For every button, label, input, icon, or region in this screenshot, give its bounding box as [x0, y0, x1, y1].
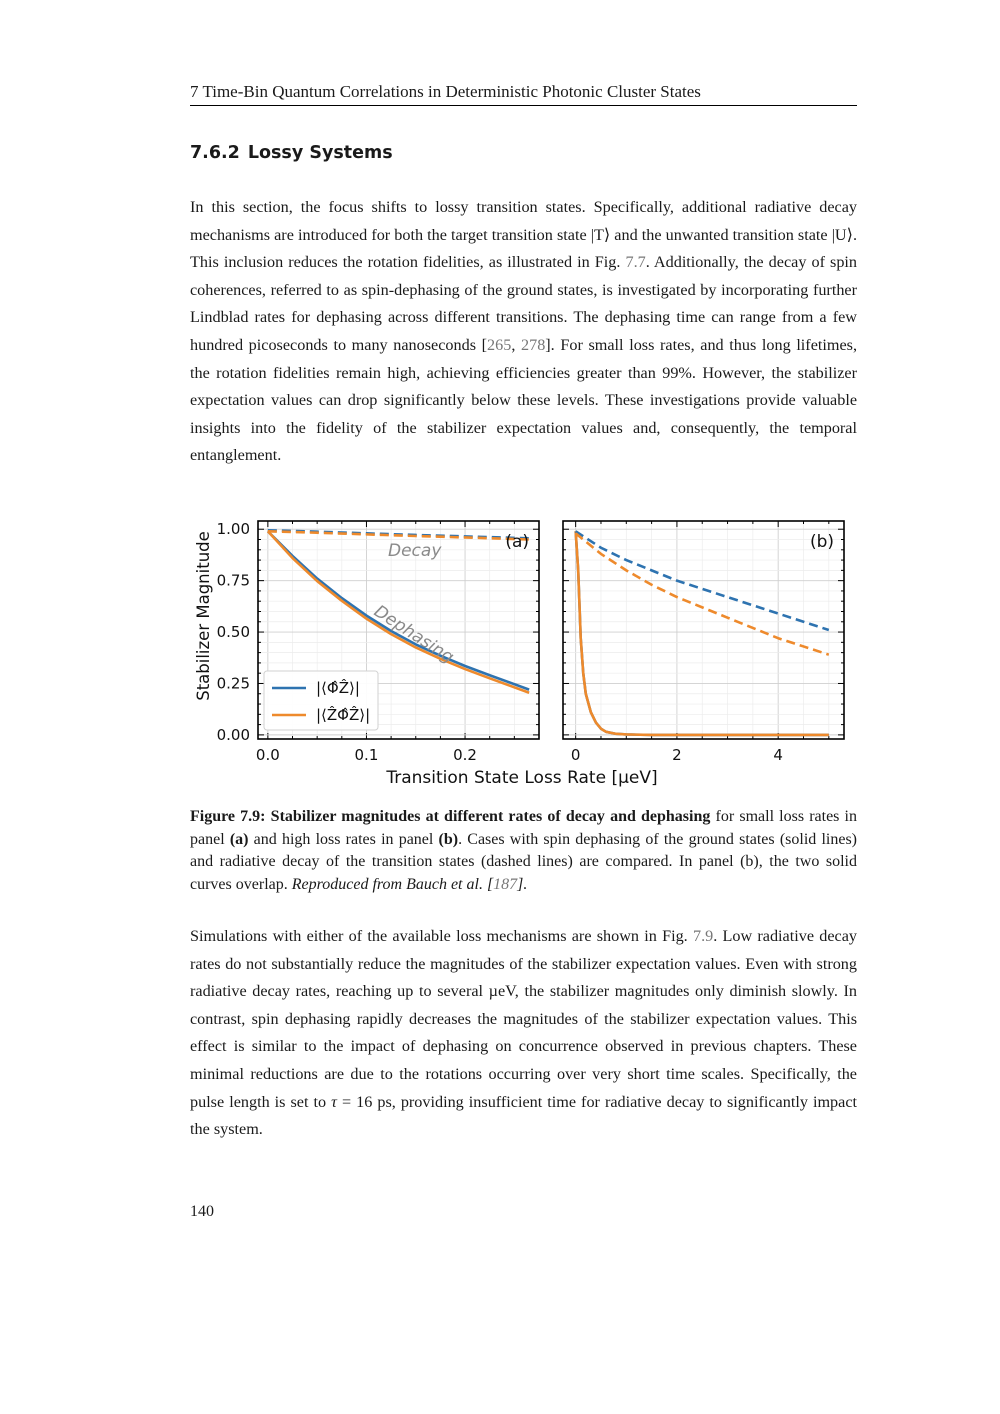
x-tick-label: 4 — [773, 746, 783, 764]
panel-label: (a) — [505, 532, 529, 552]
x-tick-label: 0.1 — [354, 746, 379, 764]
text-segment: . Low radiative decay rates do not substantially reduce the magnitudes of the stabilizer expectation values. Even with strong radiative decay rates, reaching up to several µeV, the stabilizer magnitudes only diminish slowly. In contrast, spin dephasing rapidly decreases the magnitudes of the stabilizer expectation values. This effect is similar to the impact of dephasing on concurrence observed in previous chapters. These minimal reductions are due to the rotations occurring over very short time scales. Specifically, the pulse length is set to — [190, 927, 857, 1111]
legend-label-z-phi-z: |⟨ẐΦ̂Ẑ⟩| — [316, 706, 371, 724]
panel-a — [217, 520, 539, 764]
y-tick-label: 0.75 — [216, 571, 250, 590]
reference-link[interactable]: 7.9 — [692, 927, 714, 945]
section-number: 7.6.2 — [190, 143, 240, 163]
decay-annotation: Decay — [388, 541, 442, 561]
section-heading — [190, 143, 393, 163]
body-paragraph-2 — [190, 923, 857, 1144]
text-segment: Simulations with either of the available loss mechanisms are shown in Fig. — [190, 927, 693, 945]
panel-b — [563, 521, 844, 764]
text-segment: Reproduced from Bauch et al. [ — [291, 875, 494, 893]
text-segment: , — [511, 335, 521, 354]
legend-label-phi-z: |⟨Φ̂Ẑ⟩| — [316, 679, 360, 697]
caption-title: Stabilizer magnitudes at different rates of decay and dephasing — [265, 808, 711, 825]
stabilizer-chart — [180, 508, 860, 798]
text-segment: (a) — [229, 830, 249, 848]
reference-link[interactable]: 265 — [487, 335, 512, 354]
figure-caption — [190, 806, 857, 896]
panel-label: (b) — [809, 532, 834, 552]
text-segment: τ — [331, 1092, 337, 1111]
x-tick-label: 0.0 — [255, 746, 280, 764]
legend — [264, 671, 378, 730]
text-segment: = 16 ps, providing insufficient time for radiative decay to significantly impact the system. — [190, 1092, 858, 1139]
section-title: Lossy Systems — [247, 143, 393, 163]
reference-link[interactable]: 278 — [521, 335, 546, 354]
figure-7-9 — [180, 508, 860, 798]
body-paragraph-1 — [190, 194, 857, 470]
reference-link[interactable]: 7.7 — [625, 253, 646, 272]
page-number: 140 — [190, 1203, 214, 1220]
text-segment: . Additionally, the decay of spin coherences, referred to as spin-dephasing of the ground states, is investigated by incorporating further Lindblad rates for dephasing across different transitions. The dephasing time can range from a few hundred picoseconds to many nanoseconds [ — [190, 253, 858, 354]
x-tick-label: 0 — [570, 746, 581, 764]
text-segment: for small loss rates in panel — [190, 808, 858, 848]
y-axis-label: Stabilizer Magnitude — [194, 531, 213, 701]
text-segment: ]. For small loss rates, and thus long lifetimes, the rotation fidelities remain high, achieving efficiencies greater than 99%. However, the stabilizer expectation values can drop significantly below these levels. These investigations provide valuable insights into the fidelity of the stabilizer expectation values and, consequently, the temporal entanglement. — [190, 335, 858, 465]
running-head: 7 Time-Bin Quantum Correlations in Deterministic Photonic Cluster States — [190, 82, 857, 106]
text-segment: . Cases with spin dephasing of the ground states (solid lines) and radiative decay of the transition states (dashed lines) are compared. In panel (b), the two solid curves overlap. — [190, 830, 857, 893]
text-segment: In this section, the focus shifts to lossy transition states. Specifically, additional radiative decay mechanisms are introduced for both the target transition state |T⟩ and the unwanted transition state |U⟩. This inclusion reduces the rotation fidelities, as illustrated in Fig. — [190, 198, 857, 272]
y-tick-label: 0.50 — [216, 623, 250, 642]
x-tick-label: 2 — [672, 746, 682, 764]
text-segment: ]. — [517, 875, 528, 893]
y-tick-label: 0.25 — [216, 674, 250, 693]
reference-link[interactable]: 187 — [493, 875, 518, 893]
x-axis-label: Transition State Loss Rate [µeV] — [386, 768, 658, 788]
plot-frame — [563, 521, 844, 739]
dephasing-annotation: Dephasing — [370, 601, 458, 668]
text-segment: and high loss rates in panel — [248, 830, 439, 848]
y-tick-label: 0.00 — [216, 725, 250, 744]
x-tick-label: 0.2 — [453, 746, 477, 764]
text-segment: (b) — [438, 830, 459, 848]
caption-label: Figure 7.9: — [190, 808, 266, 825]
y-tick-label: 1.00 — [216, 520, 250, 539]
